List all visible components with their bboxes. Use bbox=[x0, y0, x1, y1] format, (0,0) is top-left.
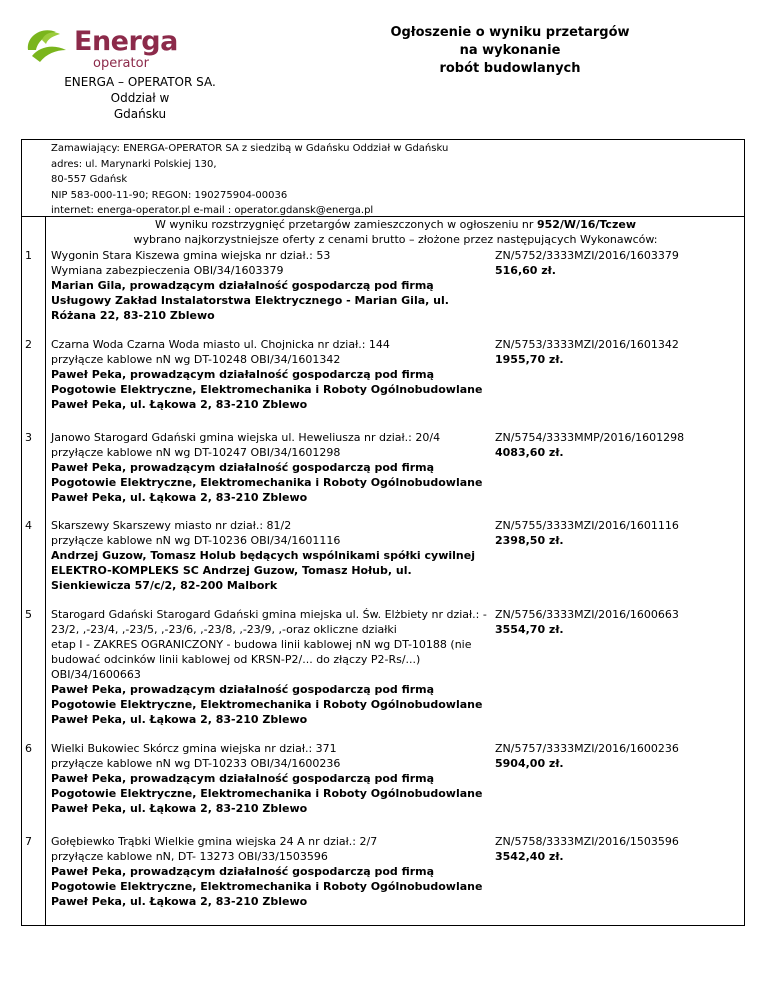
contractor-line: Pogotowie Elektryczne, Elektromechanika i Roboty Ogólnobudowlane bbox=[51, 698, 483, 711]
item-reference: ZN/5758/3333MZI/2016/1503596 bbox=[495, 835, 679, 848]
item-number: 1 bbox=[25, 249, 32, 262]
item-number: 5 bbox=[25, 608, 32, 621]
contractor-line: Sienkiewicza 57/c/2, 82-200 Malbork bbox=[51, 579, 278, 592]
item-price: 5904,00 zł. bbox=[495, 757, 564, 770]
contractor-line: Paweł Peka, ul. Łąkowa 2, 83-210 Zblewo bbox=[51, 398, 308, 411]
number-column-divider bbox=[45, 217, 46, 926]
contractor-line: Paweł Peka, prowadzącym działalność gospodarczą pod firmą bbox=[51, 772, 435, 785]
description-line: 23/2, ,-23/4, ,-23/5, ,-23/6, ,-23/8, ,-23/9, ,-oraz okliczne działki bbox=[51, 623, 397, 636]
item-number: 3 bbox=[25, 431, 32, 444]
item-description bbox=[51, 834, 521, 909]
description-line: Skarszewy Skarszewy miasto nr dział.: 81/2 bbox=[51, 519, 292, 532]
contractor-line: Paweł Peka, ul. Łąkowa 2, 83-210 Zblewo bbox=[51, 895, 308, 908]
item-number: 6 bbox=[25, 742, 32, 755]
item-price: 1955,70 zł. bbox=[495, 353, 564, 366]
item-description bbox=[51, 518, 521, 593]
description-line: Janowo Starogard Gdański gmina wiejska ul. Heweliusza nr dział.: 20/4 bbox=[51, 431, 441, 444]
item-price: 3542,40 zł. bbox=[495, 850, 564, 863]
item-description bbox=[51, 337, 521, 412]
item-reference: ZN/5756/3333MZI/2016/1600663 bbox=[495, 608, 679, 621]
contractor-line: Różana 22, 83-210 Zblewo bbox=[51, 309, 215, 322]
energa-logo bbox=[22, 20, 192, 72]
description-line: Wymiana zabezpieczenia OBI/34/1603379 bbox=[51, 264, 284, 277]
document-header bbox=[0, 0, 768, 135]
contractor-line: Paweł Peka, ul. Łąkowa 2, 83-210 Zblewo bbox=[51, 713, 308, 726]
contractor-line: Paweł Peka, prowadzącym działalność gospodarczą pod firmą bbox=[51, 368, 435, 381]
description-line: budować odcinków linii kablowej od KRSN-P2/... do złączy P2-Rs/...) bbox=[51, 653, 421, 666]
item-reference: ZN/5752/3333MZI/2016/1603379 bbox=[495, 249, 679, 262]
contractor-line: Paweł Peka, ul. Łąkowa 2, 83-210 Zblewo bbox=[51, 802, 308, 815]
description-line: Wygonin Stara Kiszewa gmina wiejska nr dział.: 53 bbox=[51, 249, 331, 262]
leaf-icon bbox=[22, 20, 74, 72]
contractor-line: Paweł Peka, prowadzącym działalność gospodarczą pod firmą bbox=[51, 683, 435, 696]
contracting-authority-info: Zamawiający: ENERGA-OPERATOR SA z siedzibą w Gdańsku Oddział w Gdańsku adres: ul. Marynarki Polskiej 130, 80-557 Gdańsk NIP 583-000-11-90; REGON: 190275904-00036 internet: energa-operator.pl e-mail : operator.gdansk@energa.pl bbox=[51, 143, 449, 216]
description-line: Starogard Gdański Starogard Gdański gmina miejska ul. Św. Elżbiety nr dział.: - bbox=[51, 608, 487, 621]
contractor-line: Usługowy Zakład Instalatorstwa Elektrycznego - Marian Gila, ul. bbox=[51, 294, 449, 307]
logo-text: Energa bbox=[74, 26, 178, 57]
description-line: etap I - ZAKRES OGRANICZONY - budowa linii kablowej nN wg DT-10188 (nie bbox=[51, 638, 472, 651]
item-description bbox=[51, 607, 521, 727]
item-description bbox=[51, 430, 521, 505]
logo-subtext: operator bbox=[93, 56, 149, 71]
item-reference: ZN/5755/3333MZI/2016/1601116 bbox=[495, 519, 679, 532]
item-price: 516,60 zł. bbox=[495, 264, 556, 277]
description-line: przyłącze kablowe nN wg DT-10233 OBI/34/1600236 bbox=[51, 757, 341, 770]
notice-number: 952/W/16/Tczew bbox=[536, 218, 636, 231]
description-line: OBI/34/1600663 bbox=[51, 668, 141, 681]
company-name: ENERGA – OPERATOR SA. Oddział w Gdańsku bbox=[64, 75, 216, 121]
contractor-line: Pogotowie Elektryczne, Elektromechanika i Roboty Ogólnobudowlane bbox=[51, 383, 483, 396]
contractor-line: ELEKTRO-KOMPLEKS SC Andrzej Guzow, Tomasz Hołub, ul. bbox=[51, 564, 412, 577]
item-number: 2 bbox=[25, 338, 32, 351]
item-reference: ZN/5757/3333MZI/2016/1600236 bbox=[495, 742, 679, 755]
contractor-line: Pogotowie Elektryczne, Elektromechanika i Roboty Ogólnobudowlane bbox=[51, 787, 483, 800]
contractor-line: Pogotowie Elektryczne, Elektromechanika i Roboty Ogólnobudowlane bbox=[51, 476, 483, 489]
contractor-line: Andrzej Guzow, Tomasz Holub będących wspólnikami spółki cywilnej bbox=[51, 549, 475, 562]
item-price: 3554,70 zł. bbox=[495, 623, 564, 636]
description-line: Gołębiewko Trąbki Wielkie gmina wiejska 24 A nr dział.: 2/7 bbox=[51, 835, 378, 848]
description-line: Czarna Woda Czarna Woda miasto ul. Chojnicka nr dział.: 144 bbox=[51, 338, 390, 351]
description-line: Wielki Bukowiec Skórcz gmina wiejska nr dział.: 371 bbox=[51, 742, 337, 755]
contractor-line: Pogotowie Elektryczne, Elektromechanika i Roboty Ogólnobudowlane bbox=[51, 880, 483, 893]
description-line: przyłącze kablowe nN wg DT-10236 OBI/34/1601116 bbox=[51, 534, 341, 547]
item-description bbox=[51, 741, 521, 816]
item-price: 4083,60 zł. bbox=[495, 446, 564, 459]
contractor-line: Paweł Peka, prowadzącym działalność gospodarczą pod firmą bbox=[51, 865, 435, 878]
item-price: 2398,50 zł. bbox=[495, 534, 564, 547]
item-description bbox=[51, 248, 521, 323]
item-reference: ZN/5753/3333MZI/2016/1601342 bbox=[495, 338, 679, 351]
contractor-line: Marian Gila, prowadzącym działalność gospodarczą pod firmą bbox=[51, 279, 434, 292]
description-line: przyłącze kablowe nN wg DT-10248 OBI/34/1601342 bbox=[51, 353, 341, 366]
document-title: Ogłoszenie o wyniku przetargów na wykonanie robót budowlanych bbox=[390, 25, 630, 76]
item-number: 7 bbox=[25, 835, 32, 848]
item-reference: ZN/5754/3333MMP/2016/1601298 bbox=[495, 431, 685, 444]
result-intro: W wyniku rozstrzygnięć przetargów zamieszczonych w ogłoszeniu nr 952/W/16/Tczew wybrano najkorzystniejsze oferty z cenami brutto – złożone przez następujących Wykonawców: bbox=[133, 218, 658, 246]
description-line: przyłącze kablowe nN, DT- 13273 OBI/33/1503596 bbox=[51, 850, 328, 863]
item-number: 4 bbox=[25, 519, 32, 532]
contractor-line: Paweł Peka, prowadzącym działalność gospodarczą pod firmą bbox=[51, 461, 435, 474]
contractor-line: Paweł Peka, ul. Łąkowa 2, 83-210 Zblewo bbox=[51, 491, 308, 504]
description-line: przyłącze kablowe nN wg DT-10247 OBI/34/1601298 bbox=[51, 446, 341, 459]
